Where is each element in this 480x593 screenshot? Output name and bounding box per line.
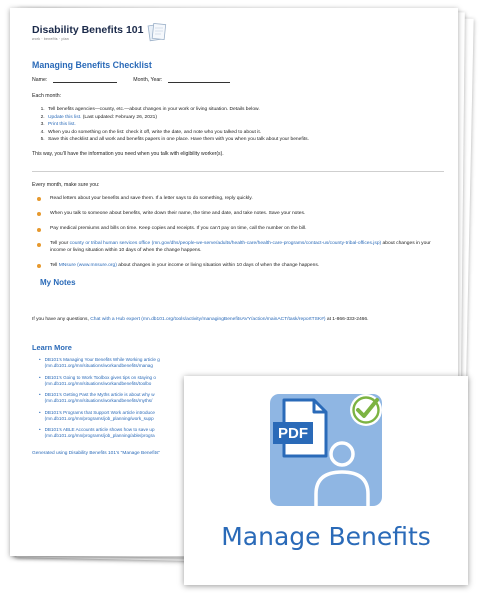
logo-tagline: work · benefits · plan [32,37,69,41]
learn-item-url: (mn.db101.org/mn/situations/workandbenefits/myths/ [44,398,153,404]
pdf-label: PDF [278,425,308,442]
each-month-label: Each month: [32,93,62,99]
bullet-dot-icon [37,264,41,268]
print-list-link[interactable]: Print this list. [48,122,76,128]
update-list-link[interactable]: Update this list. [48,114,82,120]
step-text: (Last updated: February 26, 2021) [81,114,158,120]
bullet-text: Pay medical premiums and bills on time. Keep copies and receipts. If you can't pay on time, call the number on the bill. [50,226,307,232]
chat-expert-link[interactable]: Chat with a Hub expert (mn.db101.org/tools/activity/managingBenefitsAVY/action/mainACT/task/reportTSK#) [90,317,326,323]
learn-more-heading: Learn More [32,342,72,352]
info-text: This way, you'll have the information you need when you talk with eligibility worker(s). [32,150,224,157]
list-item [32,241,442,254]
document-title: Managing Benefits Checklist [32,60,152,70]
name-month-fields [32,77,442,83]
step-item: 5. Save this checklist and all work and benefits papers in one place. Have them with you when you talk about your benefits. [46,136,442,144]
list-item[interactable] [32,357,442,369]
county-office-link[interactable]: county or tribal human services office (mn.gov/dhs/people-we-serve/adults/health-care/health-care-programs/contact-us/county-tribal-offices.jsp) [69,241,382,247]
list-item [32,226,442,233]
mnsure-link[interactable]: MNsure (www.mnsure.org) [58,262,117,268]
learn-item-line: DB101's Managing Your Benefits While Working article g [44,357,160,363]
generated-note: Generated using Disability Benefits 101's "Manage Benefits" [32,451,161,457]
bullet-text-post: about changes in your income or living situation within 10 days of when the change happens. [50,241,431,253]
list-item [32,263,442,270]
bullet-text [50,263,319,270]
manage-benefits-card[interactable] [184,376,468,585]
bullet-dot-icon [37,243,41,247]
questions-text [32,317,442,324]
logo-pages-icon [147,22,169,42]
bullet-text: Read letters about your benefits and save them. If a letter says to do something, reply quickly. [50,195,253,201]
step-item [46,121,442,129]
every-month-label: Every month, make sure you: [32,181,100,188]
learn-item-line: DB101's ABLE Accounts article shows how to save up [44,427,155,433]
bullet-text-pre: Tell [50,262,59,268]
learn-item-url: (mn.db101.org/mn/programs/job_planning/able/progra [44,433,155,439]
list-item [32,196,442,203]
bullet-dot-icon [37,212,41,216]
pdf-user-check-icon [270,394,382,506]
bullet-icon: • [39,409,41,415]
logo-text: Disability Benefits 101 [32,24,144,36]
bullet-text: When you talk to someone about benefits, write down their name, the time and date, and take notes. Save your notes. [50,211,306,217]
step-item: 1. Tell benefits agencies—county, etc.—about changes in your work or living situation. Details below. [46,106,442,114]
bullet-dot-icon [37,197,41,201]
name-line[interactable] [53,77,117,83]
divider [32,171,444,172]
card-title: Manage Benefits [221,522,431,551]
questions-pre: If you have any questions, [32,317,91,323]
learn-item-line: DB101's Programs that Support Work article introduce [44,409,155,415]
steps-list [32,106,442,144]
learn-item-url: (mn.db101.org/mn/programs/job_planning/work_supp [44,415,154,421]
bullet-text-pre: Tell your [50,241,70,247]
bullet-icon: • [39,392,41,398]
list-item [32,211,442,218]
monthly-bullets [32,196,442,270]
month-line[interactable] [168,77,230,83]
month-label: Month, Year: [133,77,163,83]
questions-post: at 1-866-333-2466. [325,317,369,323]
step-item [46,114,442,122]
bullet-text [50,241,442,254]
name-label: Name: [32,77,48,83]
bullet-icon: • [39,427,41,433]
bullet-dot-icon [37,228,41,232]
bullet-text-post: about changes in your income or living situation within 10 days of when the change happens. [116,262,320,268]
step-item: 4. When you do something on the list: check it off, write the date, and note who you talked to about it. [46,129,442,137]
learn-item-url: (mn.db101.org/mn/situations/workandbenefits/manag [44,363,153,369]
db101-logo [32,24,442,56]
learn-item-line: DB101's Getting Past the Myths article is about why w [44,392,155,398]
bullet-icon: • [39,374,41,380]
learn-item-line: DB101's Going to Work Toolbox gives tips on staying o [44,374,156,380]
my-notes-heading: My Notes [40,278,76,288]
learn-item-url: (mn.db101.org/mn/situations/workandbenefits/toolbo [44,380,152,386]
bullet-icon: • [39,357,41,363]
